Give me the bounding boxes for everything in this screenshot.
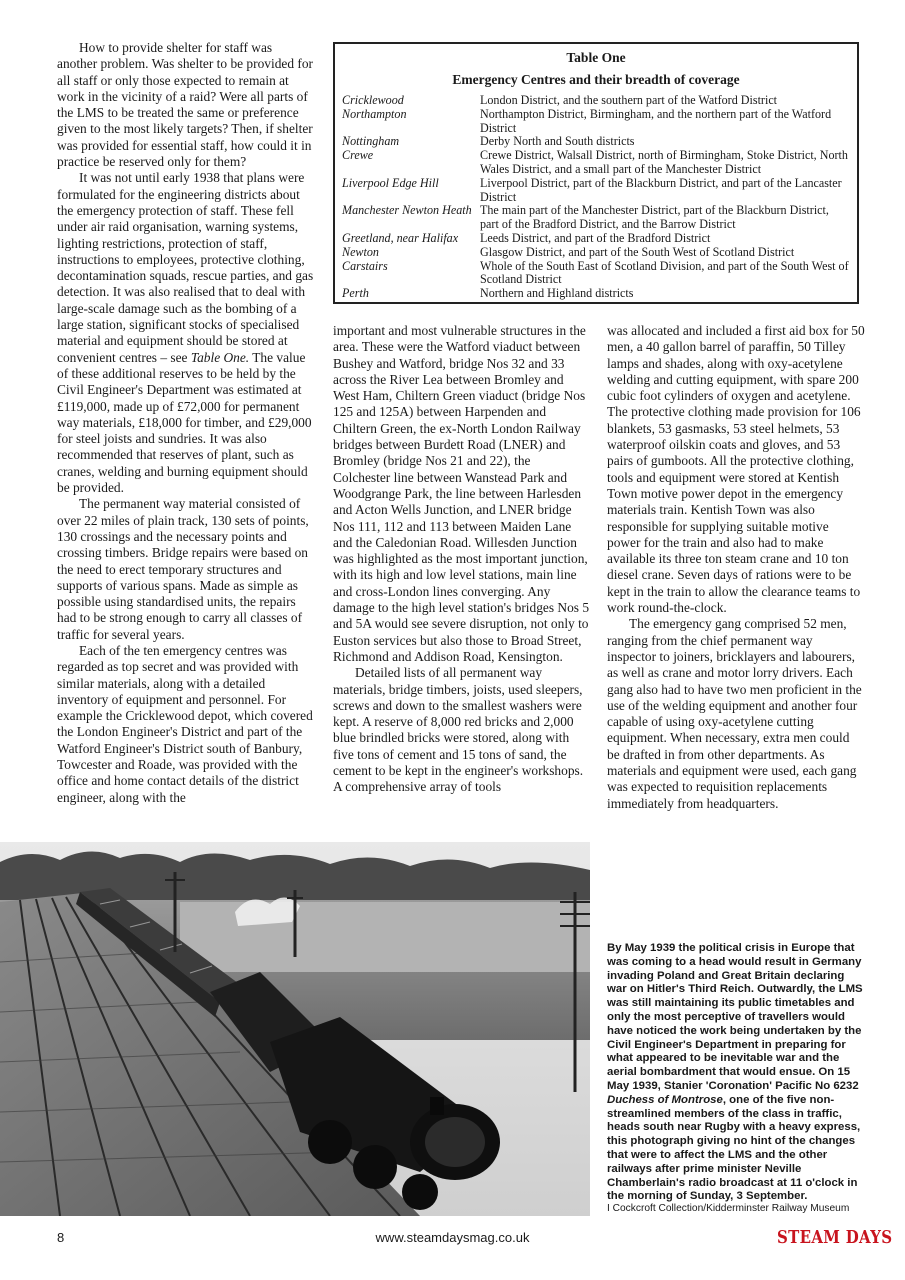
article-column-2 — [333, 323, 591, 796]
paragraph — [57, 170, 315, 496]
table-row — [342, 232, 850, 246]
table-reference: Table One. — [190, 349, 250, 365]
photo-caption — [607, 942, 865, 1204]
table-rows — [342, 94, 850, 301]
table-subtitle: Emergency Centres and their breadth of coverage — [452, 72, 740, 87]
paragraph: The permanent way material consisted of over 22 miles of plain track, 130 sets of points, 130 crossings and the necessary points and crossing timbers. Bridge repairs were based on the need to erect temporary structures and supports of various spans. Made as simple as possible using standardised units, the repairs had to be strong enough to carry all classes of traffic for several years. — [57, 496, 309, 642]
table-cell-coverage: Glasgow District, and part of the South West of Scotland District — [480, 244, 795, 259]
table-cell-coverage: Crewe District, Walsall District, north of Birmingham, Stoke District, North Wales District, and a small part of the Manchester District — [480, 148, 848, 176]
table-row — [342, 246, 850, 260]
table-cell-place: Carstairs — [342, 258, 388, 273]
table-cell-place: Greetland, near Halifax — [342, 230, 459, 245]
table-cell-coverage: Derby North and South districts — [480, 134, 635, 149]
table-cell-place: Crewe — [342, 148, 374, 163]
paragraph-text: The value of these additional reserves to be held by the Civil Engineer's Department was estimated at £119,000, made up of £72,000 for permanent way materials, £18,000 for timber, and £29,000 for steel joists and sundries. It was also recommended that reserves of plant, such as cranes, welding and burning equipment should be provided. — [57, 349, 312, 496]
table-row — [342, 287, 850, 301]
paragraph: was allocated and included a first aid box for 50 men, a 40 gallon barrel of paraffin, 50 Tilley lamps and shades, along with oxy-acetylene welding and cutting equipment, with spare 200 cubic foot cylinders of oxygen and acetylene. The protective clothing made provision for 106 blankets, 53 gasmasks, 53 steel helmets, 53 waterproof oilskin coats and gloves, and 53 pairs of gumboots. All the protective clothing, tools and equipment were stored at Kentish Town motive power depot in the emergency materials train. Kentish Town was also responsible for supplying suitable motive power for the train and also had to make available its three ton steam crane and 10 ton diesel crane. Seven days of rations were to be kept in the train to allow the clearance teams to work round-the-clock. — [607, 323, 865, 616]
table-cell-coverage: Liverpool District, part of the Blackburn District, and part of the Lancaster District — [480, 175, 842, 204]
table-title: Table One — [566, 50, 626, 65]
paragraph-text: It was not until early 1938 that plans were formulated for the engineering districts about the emergency protection of staff. These fell under air raid organisation, warning systems, lighting restrictions, protection of staff, instructions to employees, protective clothing, decontamination squads, rescue parties, and gas detection. It was also realised that to deal with large-scale damage such as the bombing of a large station, significant stocks of specialised material and equipment should be stored at convenient centres – see — [57, 170, 314, 365]
caption-text: By May 1939 the political crisis in Europe that was coming to a head would result in Germany invading Poland and Great Britain declaring war on Hitler's Third Reich. Outwardly, the LMS was still maintaining its public timetables and only the most perceptive of travellers would have noticed the work being undertaken by the Civil Engineer's Department in preparing for what appeared to be inevitable war and the aerial bombardment that would ensue. On 15 May 1939, Stanier 'Coronation' Pacific No 6232 — [607, 942, 863, 1092]
table-row — [342, 149, 850, 177]
table-cell-coverage: Northern and Highland districts — [480, 286, 634, 301]
table-row — [342, 177, 850, 205]
table-cell-coverage: Leeds District, and part of the Bradford District — [480, 230, 711, 245]
table-cell-coverage: Whole of the South East of Scotland Division, and part of the South West of Scotland District — [480, 258, 849, 287]
table-row — [342, 135, 850, 149]
paragraph: How to provide shelter for staff was another problem. Was shelter to be provided for all staff or only those expected to remain at work in the vicinity of a raid? Were all parts of the LMS to be treated the same or preference given to the most likely targets? Then, if shelter was provided for essential staff, how could it in practice be reserved only for them? — [57, 40, 313, 170]
paragraph: Each of the ten emergency centres was regarded as top secret and was provided with similar materials, along with a detailed inventory of equipment and personnel. For example the Cricklewood depot, which covered the London Engineer's District and part of the Watford Engineer's District south of Banbury, Towcester and Roade, was provided with the office and home contact details of the district engineer, along with the — [57, 642, 313, 805]
article-column-1 — [57, 40, 315, 806]
locomotive-photo — [0, 842, 590, 1216]
article-column-3 — [607, 323, 865, 812]
table-cell-place: Cricklewood — [342, 93, 404, 107]
photo-credit: I Cockcroft Collection/Kidderminster Railway Museum — [607, 1203, 850, 1214]
footer-url: www.steamdaysmag.co.uk — [375, 1230, 530, 1245]
paragraph: Detailed lists of all permanent way materials, bridge timbers, joists, used sleepers, screws and down to the smallest washers were kept. A reserve of 8,000 red bricks and 2,000 blue brindled bricks were stored, along with five tons of cement and 15 tons of sand, the cement to be kept in the engineer's workshops. A comprehensive array of tools — [333, 665, 584, 795]
table-cell-coverage: Northampton District, Birmingham, and the northern part of the Watford District — [480, 106, 832, 135]
table-cell-coverage: London District, and the southern part of the Watford District — [480, 93, 778, 107]
locomotive-name: Duchess of Montrose — [607, 1093, 723, 1106]
paragraph: important and most vulnerable structures in the area. These were the Watford viaduct between Bushey and Watford, bridge Nos 32 and 33 across the River Lea between Bromley and West Ham, Chiltern Green viaduct (bridge Nos 125 and 125A) between Harpenden and Chiltern Green, the ex-North London Railway bridges between Burdett Road (LNER) and Bromley (bridge Nos 21 and 22), the Colchester line between Wanstead Park and Woodgrange Park, the line between Harlesden and Acton Wells Junction, and LNER bridge Nos 111, 112 and 113 between Maiden Lane and the Caledonian Road. Willesden Junction was highlighted as the most important junction, with its high and low level stations, main line and cross-London lines converging. Any damage to the high level station's bridges Nos 5 and 5A would see severe disruption, not only to Euston services but also those to Broad Street, Richmond and Addison Road, Kensington. — [333, 323, 590, 664]
table-cell-place: Perth — [342, 286, 369, 301]
table-cell-place: Northampton — [342, 106, 407, 121]
paragraph: The emergency gang comprised 52 men, ranging from the chief permanent way inspector to joiners, bricklayers and labourers, as well as crane and motor lorry drivers. Each gang also had to have two men proficient in the use of the welding equipment and another four capable of using oxy-acetylene cutting equipment. When necessary, extra men could be drafted in from other departments. As materials and equipment were used, each gang was expected to requisition replacements immediately from headquarters. — [607, 616, 862, 811]
table-row — [342, 94, 850, 108]
table-cell-place: Newton — [342, 244, 379, 259]
locomotive-photo-illustration — [0, 842, 590, 1216]
page-number: 8 — [57, 1230, 65, 1245]
table-row — [342, 108, 850, 136]
caption-text: , one of the five non-streamlined members of the class in traffic, heads south near Rugby with a heavy express, this photograph giving no hint of the changes that were to affect the LMS and the other railways after prime minister Neville Chamberlain's radio broadcast at 11 o'clock in the morning of Sunday, 3 September. — [607, 1093, 861, 1203]
table-cell-place: Manchester Newton Heath — [342, 203, 472, 218]
table-cell-place: Liverpool Edge Hill — [342, 175, 439, 190]
table-row — [342, 260, 850, 288]
table-cell-coverage: The main part of the Manchester District, part of the Blackburn District, part of the Bradford District, and the Barrow District — [480, 203, 829, 232]
table-cell-place: Nottingham — [342, 134, 400, 149]
table-row — [342, 204, 850, 232]
table-one-box — [333, 42, 859, 304]
magazine-logo: STEAM DAYS — [777, 1227, 893, 1248]
